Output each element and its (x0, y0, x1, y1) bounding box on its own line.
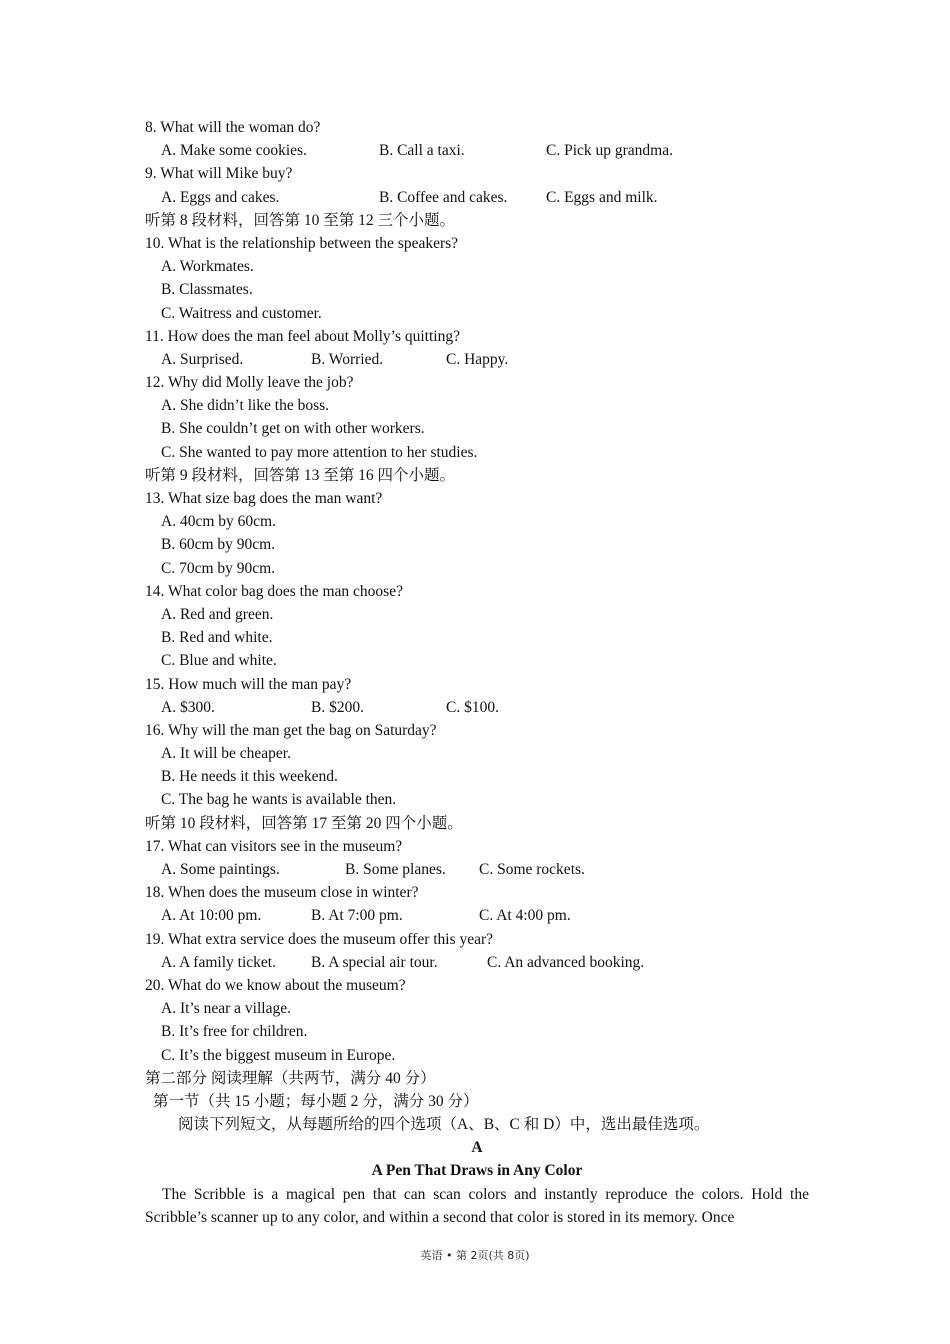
answer-option: A. At 10:00 pm. (161, 907, 262, 925)
answer-option: C. Eggs and milk. (546, 188, 658, 206)
answer-option: C. She wanted to pay more attention to her studies. (161, 443, 478, 461)
answer-option: C. $100. (446, 698, 499, 716)
question-stem: 14. What color bag does the man choose? (145, 582, 403, 600)
question-stem: 8. What will the woman do? (145, 119, 321, 136)
answer-option: A. It will be cheaper. (161, 745, 291, 763)
question-group-13-16 (145, 487, 809, 812)
answer-option: C. Happy. (446, 350, 509, 368)
answer-option: A. $300. (161, 698, 215, 716)
section-one-title: 第一节（共 15 小题；每小题 2 分，满分 30 分） (153, 1092, 479, 1110)
answer-option: B. Worried. (311, 350, 384, 368)
answer-option: A. Eggs and cakes. (161, 188, 280, 206)
answer-options-row (145, 139, 809, 162)
answer-options-row (145, 186, 809, 209)
answer-option: C. An advanced booking. (487, 953, 645, 971)
answer-options-row (145, 696, 809, 719)
answer-option: C. Waitress and customer. (161, 304, 322, 322)
question-group-8-9 (145, 116, 809, 209)
passage-paragraph: The Scribble is a magical pen that can scan colors and instantly reproduce the colors. Hold the Scribble’s scanner up to any color, and within a second that color is stored in its memory. Once (145, 1185, 809, 1226)
answer-option: B. It’s free for children. (161, 1023, 308, 1041)
question-stem: 11. How does the man feel about Molly’s quitting? (145, 327, 460, 345)
answer-option: B. Red and white. (161, 629, 273, 647)
question-stem: 16. Why will the man get the bag on Saturday? (145, 721, 437, 739)
answer-option: A. Some paintings. (161, 861, 280, 878)
question-stem: 13. What size bag does the man want? (145, 490, 383, 507)
answer-option: A. Surprised. (161, 350, 244, 368)
answer-option: A. Make some cookies. (161, 142, 307, 160)
question-stem: 15. How much will the man pay? (145, 675, 352, 693)
question-stem: 17. What can visitors see in the museum? (145, 837, 403, 855)
page-footer: 英语 • 第 2页(共 8页) (420, 1249, 530, 1262)
question-group-10-12 (145, 232, 809, 464)
answer-option: C. Pick up grandma. (546, 142, 673, 160)
answer-option: A. It’s near a village. (161, 1000, 291, 1018)
answer-option: A. She didn’t like the boss. (161, 397, 330, 415)
answer-options-row (145, 904, 809, 927)
question-stem: 18. When does the museum close in winter? (145, 884, 419, 902)
question-stem: 20. What do we know about the museum? (145, 976, 406, 994)
answer-option: B. She couldn’t get on with other workers. (161, 420, 425, 438)
passage-letter: A (471, 1139, 483, 1157)
question-stem: 10. What is the relationship between the speakers? (145, 234, 459, 252)
part-two-title: 第二部分 阅读理解（共两节，满分 40 分） (145, 1069, 436, 1087)
answer-option: C. Blue and white. (161, 652, 277, 670)
answer-options-row (145, 858, 809, 881)
answer-option: B. 60cm by 90cm. (161, 536, 276, 554)
question-group-17-20 (145, 835, 809, 1067)
answer-option: B. Coffee and cakes. (379, 188, 508, 206)
answer-option: A. Red and green. (161, 605, 274, 623)
answer-option: C. It’s the biggest museum in Europe. (161, 1046, 396, 1064)
answer-option: B. $200. (311, 698, 364, 716)
section-instruction-10: 听第 10 段材料，回答第 17 至第 20 四个小题。 (145, 814, 463, 832)
answer-option: B. Classmates. (161, 281, 253, 299)
answer-options-row (145, 951, 809, 974)
answer-option: A. 40cm by 60cm. (161, 513, 276, 531)
answer-option: C. The bag he wants is available then. (161, 791, 397, 809)
passage-title: A Pen That Draws in Any Color (371, 1162, 583, 1180)
question-stem: 9. What will Mike buy? (145, 165, 293, 183)
answer-option: B. Some planes. (345, 861, 446, 878)
answer-option: B. Call a taxi. (379, 142, 465, 160)
exam-page-content (145, 116, 809, 1229)
reading-instructions: 阅读下列短文，从每题所给的四个选项（A、B、C 和 D）中，选出最佳选项。 (178, 1116, 710, 1134)
answer-option: A. A family ticket. (161, 953, 276, 971)
question-stem: 19. What extra service does the museum offer this year? (145, 930, 494, 948)
answer-option: B. At 7:00 pm. (311, 907, 403, 925)
answer-option: B. A special air tour. (311, 953, 438, 971)
question-stem: 12. Why did Molly leave the job? (145, 374, 354, 392)
answer-option: A. Workmates. (161, 258, 254, 276)
answer-options-row (145, 348, 809, 371)
answer-option: C. Some rockets. (479, 861, 585, 878)
answer-option: C. At 4:00 pm. (479, 907, 571, 925)
section-instruction-9: 听第 9 段材料，回答第 13 至第 16 四个小题。 (145, 466, 456, 484)
answer-option: C. 70cm by 90cm. (161, 559, 276, 577)
section-instruction-8: 听第 8 段材料，回答第 10 至第 12 三个小题。 (145, 211, 456, 229)
answer-option: B. He needs it this weekend. (161, 768, 338, 786)
